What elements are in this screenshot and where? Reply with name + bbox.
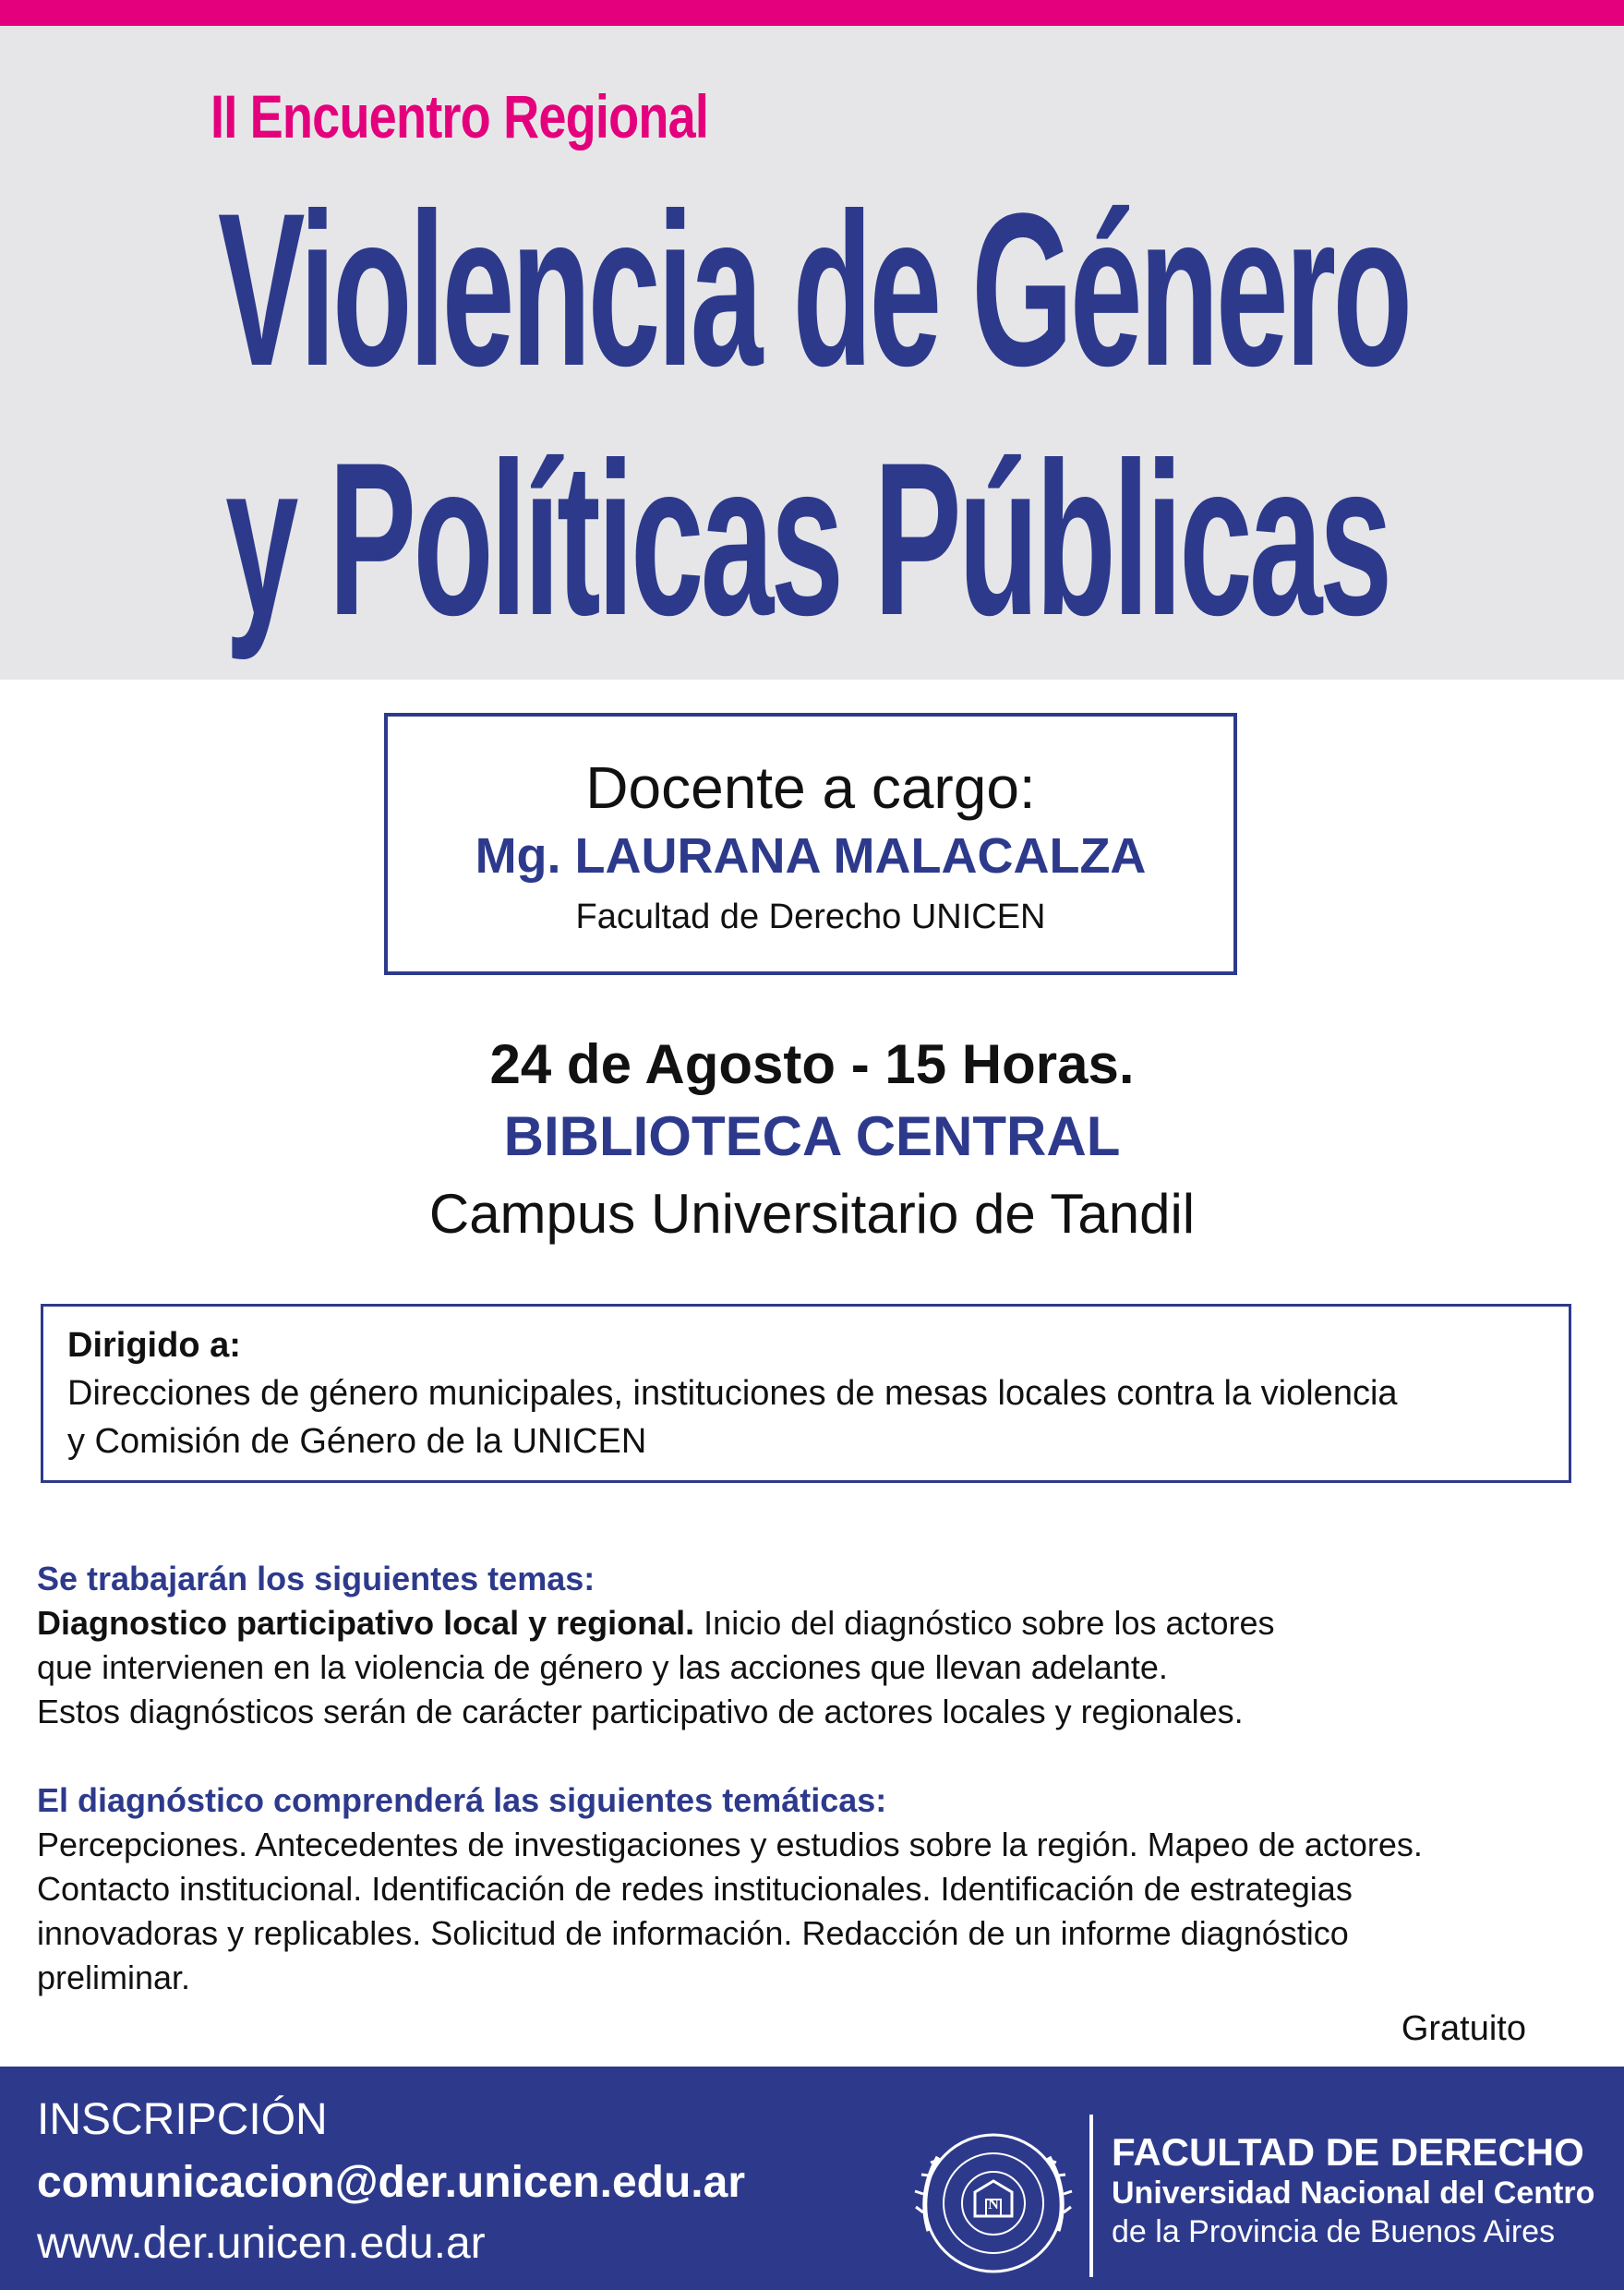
diagnosis-line-4: preliminar. — [37, 1959, 191, 1996]
topics-section — [37, 1557, 1597, 2000]
title-line-1: Violencia de Género — [218, 168, 1410, 412]
spacer — [37, 1734, 1597, 1778]
footer-bar — [0, 2067, 1624, 2290]
event-date: 24 de Agosto - 15 Horas. — [489, 1033, 1135, 1095]
topics-line-2: que intervienen en la violencia de género y las acciones que llevan adelante. — [37, 1648, 1168, 1686]
faculty-block — [1112, 2131, 1594, 2251]
university-line-2: de la Provincia de Buenos Aires — [1112, 2214, 1556, 2249]
registration-label: INSCRIPCIÓN — [37, 2095, 328, 2144]
teacher-name: Mg. LAURANA MALACALZA — [475, 828, 1147, 884]
price-label: Gratuito — [1401, 2009, 1526, 2048]
title-line-2: y Políticas Públicas — [225, 417, 1389, 661]
topics-line-1-rest: Inicio del diagnóstico sobre los actores — [694, 1604, 1275, 1642]
university-line-1: Universidad Nacional del Centro — [1112, 2176, 1595, 2211]
university-seal-icon — [910, 2120, 1077, 2286]
top-accent-bar — [0, 0, 1624, 26]
header-banner — [0, 26, 1624, 680]
website-link[interactable]: www.der.unicen.edu.ar — [37, 2219, 486, 2268]
diagnosis-line-3: innovadoras y replicables. Solicitud de información. Redacción de un informe diagnóstico — [37, 1914, 1349, 1952]
audience-heading: Dirigido a: — [67, 1326, 241, 1365]
teacher-affiliation: Facultad de Derecho UNICEN — [575, 898, 1046, 936]
topics-heading: Se trabajarán los siguientes temas: — [37, 1560, 595, 1597]
topics-line-1 — [37, 1601, 1597, 1645]
faculty-name: FACULTAD DE DERECHO — [1112, 2130, 1584, 2174]
svg-text:N: N — [988, 2197, 999, 2212]
event-campus: Campus Universitario de Tandil — [428, 1183, 1196, 1245]
teacher-box — [384, 713, 1237, 975]
diagnosis-heading: El diagnóstico comprenderá las siguientes temáticas: — [37, 1781, 887, 1819]
audience-box — [41, 1304, 1571, 1483]
event-pretitle: II Encuentro Regional — [211, 82, 709, 151]
audience-line-1: Direcciones de género municipales, instituciones de mesas locales contra la violencia — [67, 1374, 1398, 1413]
topics-line-3: Estos diagnósticos serán de carácter participativo de actores locales y regionales. — [37, 1693, 1244, 1730]
teacher-label: Docente a cargo: — [585, 754, 1036, 821]
event-place: BIBLIOTECA CENTRAL — [503, 1105, 1121, 1167]
diagnosis-line-2: Contacto institucional. Identificación de redes institucionales. Identificación de estrategias — [37, 1870, 1353, 1908]
topics-bold-lead: Diagnostico participativo local y regional. — [37, 1604, 695, 1642]
diagnosis-line-1: Percepciones. Antecedentes de investigaciones y estudios sobre la región. Mapeo de actores. — [37, 1826, 1423, 1863]
audience-line-2: y Comisión de Género de la UNICEN — [67, 1422, 647, 1461]
registration-email-link[interactable]: comunicacion@der.unicen.edu.ar — [37, 2158, 745, 2207]
footer-divider — [1089, 2115, 1093, 2277]
